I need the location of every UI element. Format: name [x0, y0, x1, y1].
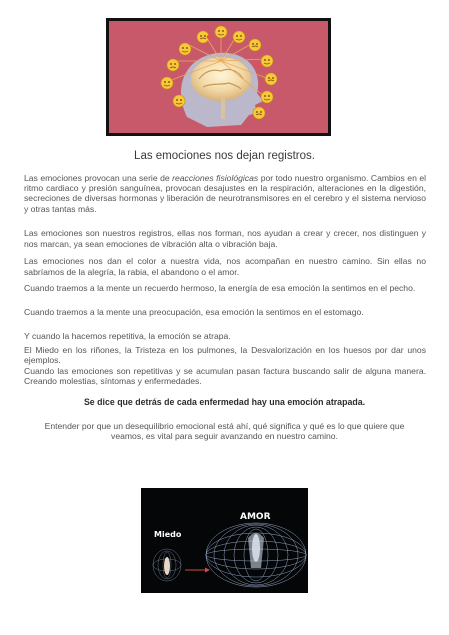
highlight-statement: Se dice que detrás de cada enfermedad hay una emoción atrapada.: [83, 397, 366, 407]
fear-label: Miedo: [154, 530, 182, 539]
paragraph-organ-examples: El Miedo en los riñones, la Tristeza en los pulmones, la Desvalorización en los huesos por dar unos ejemplos.: [24, 345, 426, 366]
paragraph-text: Las emociones provocan una serie de: [24, 173, 173, 183]
paragraph-physiological-reactions: [24, 173, 426, 214]
paragraph-repetitive: Y cuando la hacemos repetitiva, la emoción se atrapa.: [24, 331, 231, 341]
paragraph-beautiful-memory: Cuando traemos a la mente un recuerdo hermoso, la energía de esa emoción la sentimos en el pecho.: [24, 283, 416, 293]
closing-paragraph: Entender por que un desequilibrio emocional está ahí, qué significa y qué es lo que quiere que veamos, es vital para seguir avanzando en nuestro camino.: [44, 421, 405, 442]
paragraph-emotions-color: Las emociones nos dan el color a nuestra vida, nos acompañan en nuestro camino. Sin ellas no sabríamos de la alegría, la rabia, el abandono o el amor.: [24, 256, 426, 277]
brain-emotions-image: [106, 18, 331, 136]
paragraph-text: por todo nuestro organismo. Cambios en el ritmo cardiaco y presión sanguínea, provocan desajustes en la respiración, alteraciones en la digestión, secreciones de diversas hormonas y liberación de neurotransmisores en el cerebro y el sistema nervioso y otras tantas más.: [24, 173, 427, 214]
love-label: AMOR: [240, 512, 271, 522]
paragraph-emotions-records: Las emociones son nuestros registros, ellas nos forman, nos ayudan a crear y crecer, nos distinguen y nos marcan, ya sean emociones de vibración alta o vibración baja.: [24, 228, 426, 249]
fear-love-image: [141, 488, 308, 593]
paragraph-worry: Cuando traemos a la mente una preocupación, esa emoción la sentimos en el estomago.: [24, 307, 364, 317]
paragraph-accumulated-emotions: Cuando las emociones son repetitivas y se acumulan pasan factura buscando salir de alguna manera. Creando molestias, síntomas y enfermedades.: [24, 366, 426, 387]
page-title: Las emociones nos dejan registros.: [134, 150, 315, 162]
emphasized-text: reacciones fisiológicas: [172, 173, 259, 183]
